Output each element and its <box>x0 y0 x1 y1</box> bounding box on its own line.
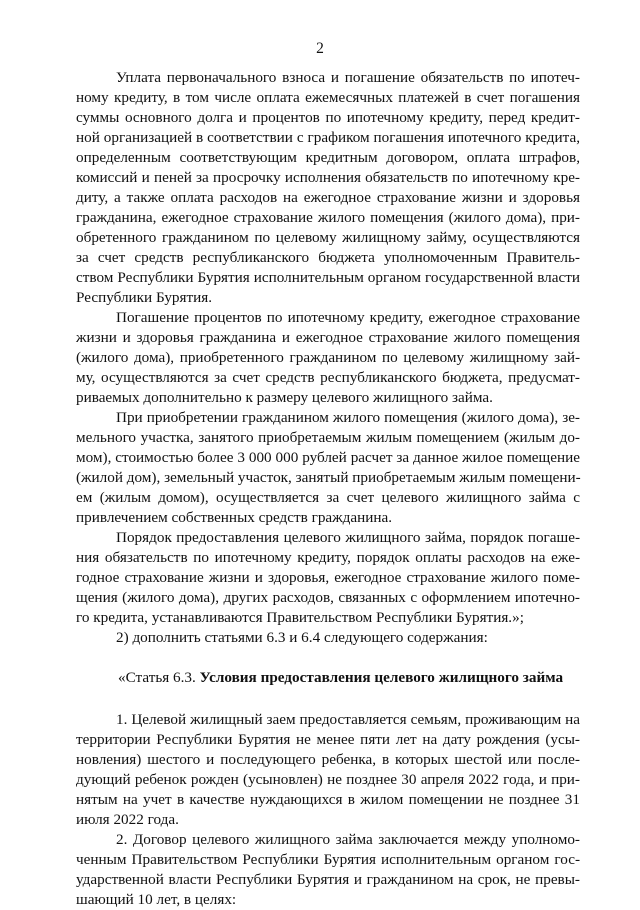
text-line: Порядок предоставления целевого жилищного займа, порядок погаше- <box>116 529 580 546</box>
text-line: мельного участка, занятого приобретаемым жилым помещением (жилым до- <box>76 429 580 446</box>
text-line: Республики Бурятия. <box>76 289 213 306</box>
text-line: привлечением собственных средств гражданина. <box>76 509 393 526</box>
text-line: гражданина, ежегодное страхование жилого помещения (жилого дома), при- <box>76 209 580 226</box>
text-line: ной организацией в соответствии с графиком погашения ипотечного кредита, <box>76 129 580 146</box>
text-line: июля 2022 года. <box>76 811 179 828</box>
text-line: нятым на учет в качестве нуждающихся в жилом помещении не позднее 31 <box>76 791 580 808</box>
text-line: мом), стоимостью более 3 000 000 рублей расчет за данное жилое помещение <box>76 449 580 466</box>
text-line: ством Республики Бурятия исполнительным органом государственной власти <box>76 269 580 286</box>
text-line: территории Республики Бурятия не менее пяти лет на дату рождения (усы- <box>76 731 580 748</box>
page-number: 2 <box>316 40 324 57</box>
text-line: му, осуществляются за счет средств республиканского бюджета, предусмат- <box>76 369 580 386</box>
text-line: 2. Договор целевого жилищного займа заключается между уполномо- <box>116 831 580 848</box>
text-line: (жилой дом), земельный участок, занятый приобретаемым жилым помещени- <box>76 469 581 486</box>
text-line: шающий 10 лет, в целях: <box>76 891 237 908</box>
text-line: щения (жилого дома), других расходов, связанных с оформлением ипотечно- <box>76 589 580 606</box>
text-line: комиссий и пеней за просрочку исполнения обязательств по ипотечному кре- <box>76 169 580 186</box>
text-line: жизни и здоровья гражданина и ежегодное страхование жилого помещения <box>76 329 580 346</box>
text-line: Погашение процентов по ипотечному кредиту, ежегодное страхование <box>116 309 580 326</box>
text-line: суммы основного долга и процентов по ипотечному кредиту, перед кредит- <box>76 109 580 126</box>
text-line: дующий ребенок рожден (усыновлен) не позднее 30 апреля 2022 года, и при- <box>76 771 580 788</box>
text-line: ния обязательств по ипотечному кредиту, порядок оплаты расходов на еже- <box>76 549 580 566</box>
text-line: ному кредиту, в том числе оплата ежемесячных платежей в счет погашения <box>76 89 580 106</box>
article-heading-title: Условия предоставления целевого жилищного займа <box>199 669 564 686</box>
text-line: (жилого дома), приобретенного гражданином по целевому жилищному зай- <box>76 349 580 366</box>
text-line: ченным Правительством Республики Бурятия исполнительным органом гос- <box>76 851 580 868</box>
article-heading-prefix: «Статья 6.3. <box>118 669 200 686</box>
text-line: новления) шестого и последующего ребенка, в которых шестой или после- <box>76 751 580 768</box>
text-line: Уплата первоначального взноса и погашение обязательств по ипотеч- <box>116 69 580 86</box>
text-line: 1. Целевой жилищный заем предоставляется семьям, проживающим на <box>116 711 580 728</box>
text-line: обретенного гражданином по целевому жилищному займу, осуществляются <box>76 229 580 246</box>
text-line: определенным соответствующим кредитным договором, оплата штрафов, <box>76 149 580 166</box>
text-line: диту, а также оплата расходов на ежегодное страхование жизни и здоровья <box>76 189 580 206</box>
text-line: При приобретении гражданином жилого помещения (жилого дома), зе- <box>116 409 580 426</box>
text-line: риваемых дополнительно к размеру целевого жилищного займа. <box>76 389 493 406</box>
text-line: за счет средств республиканского бюджета уполномоченным Правитель- <box>76 249 580 266</box>
text-line: го кредита, устанавливаются Правительством Республики Бурятия.»; <box>76 609 524 626</box>
text-line: ударственной власти Республики Бурятия и гражданином на срок, не превы- <box>76 871 580 888</box>
text-line: годное страхование жизни и здоровья, ежегодное страхование жилого поме- <box>76 569 580 586</box>
text-line: 2) дополнить статьями 6.3 и 6.4 следующего содержания: <box>116 629 488 646</box>
text-line: ем (жилым домом), осуществляется за счет целевого жилищного займа с <box>76 489 580 506</box>
article-heading <box>118 668 588 688</box>
